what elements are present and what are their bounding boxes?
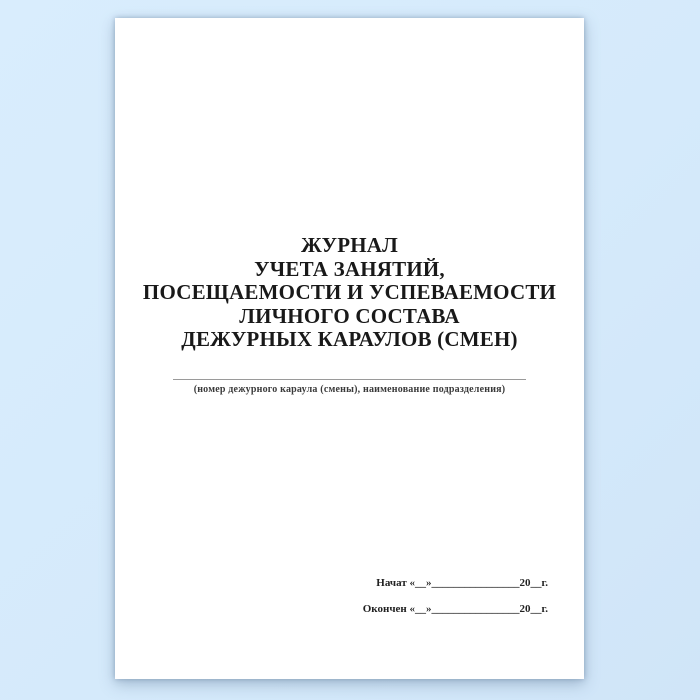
journal-title-line-1: ЖУРНАЛ <box>300 233 399 257</box>
journal-title <box>115 234 584 352</box>
dates-block <box>363 570 548 622</box>
journal-title-line-3: ПОСЕЩАЕМОСТИ И УСПЕВАЕМОСТИ <box>142 280 557 304</box>
journal-title-line-5: ДЕЖУРНЫХ КАРАУЛОВ (СМЕН) <box>181 327 518 351</box>
started-date-line: Начат «__»________________20__г. <box>376 577 548 589</box>
subtitle-caption: (номер дежурного караула (смены), наименование подразделения) <box>193 384 506 395</box>
finished-date-line: Окончен «__»________________20__г. <box>362 603 548 615</box>
journal-title-line-4: ЛИЧНОГО СОСТАВА <box>239 303 460 328</box>
journal-title-line-2: УЧЕТА ЗАНЯТИЙ, <box>254 256 445 281</box>
fill-in-rule-line <box>173 379 526 380</box>
subtitle-block <box>115 379 584 396</box>
journal-cover-page <box>115 18 584 679</box>
